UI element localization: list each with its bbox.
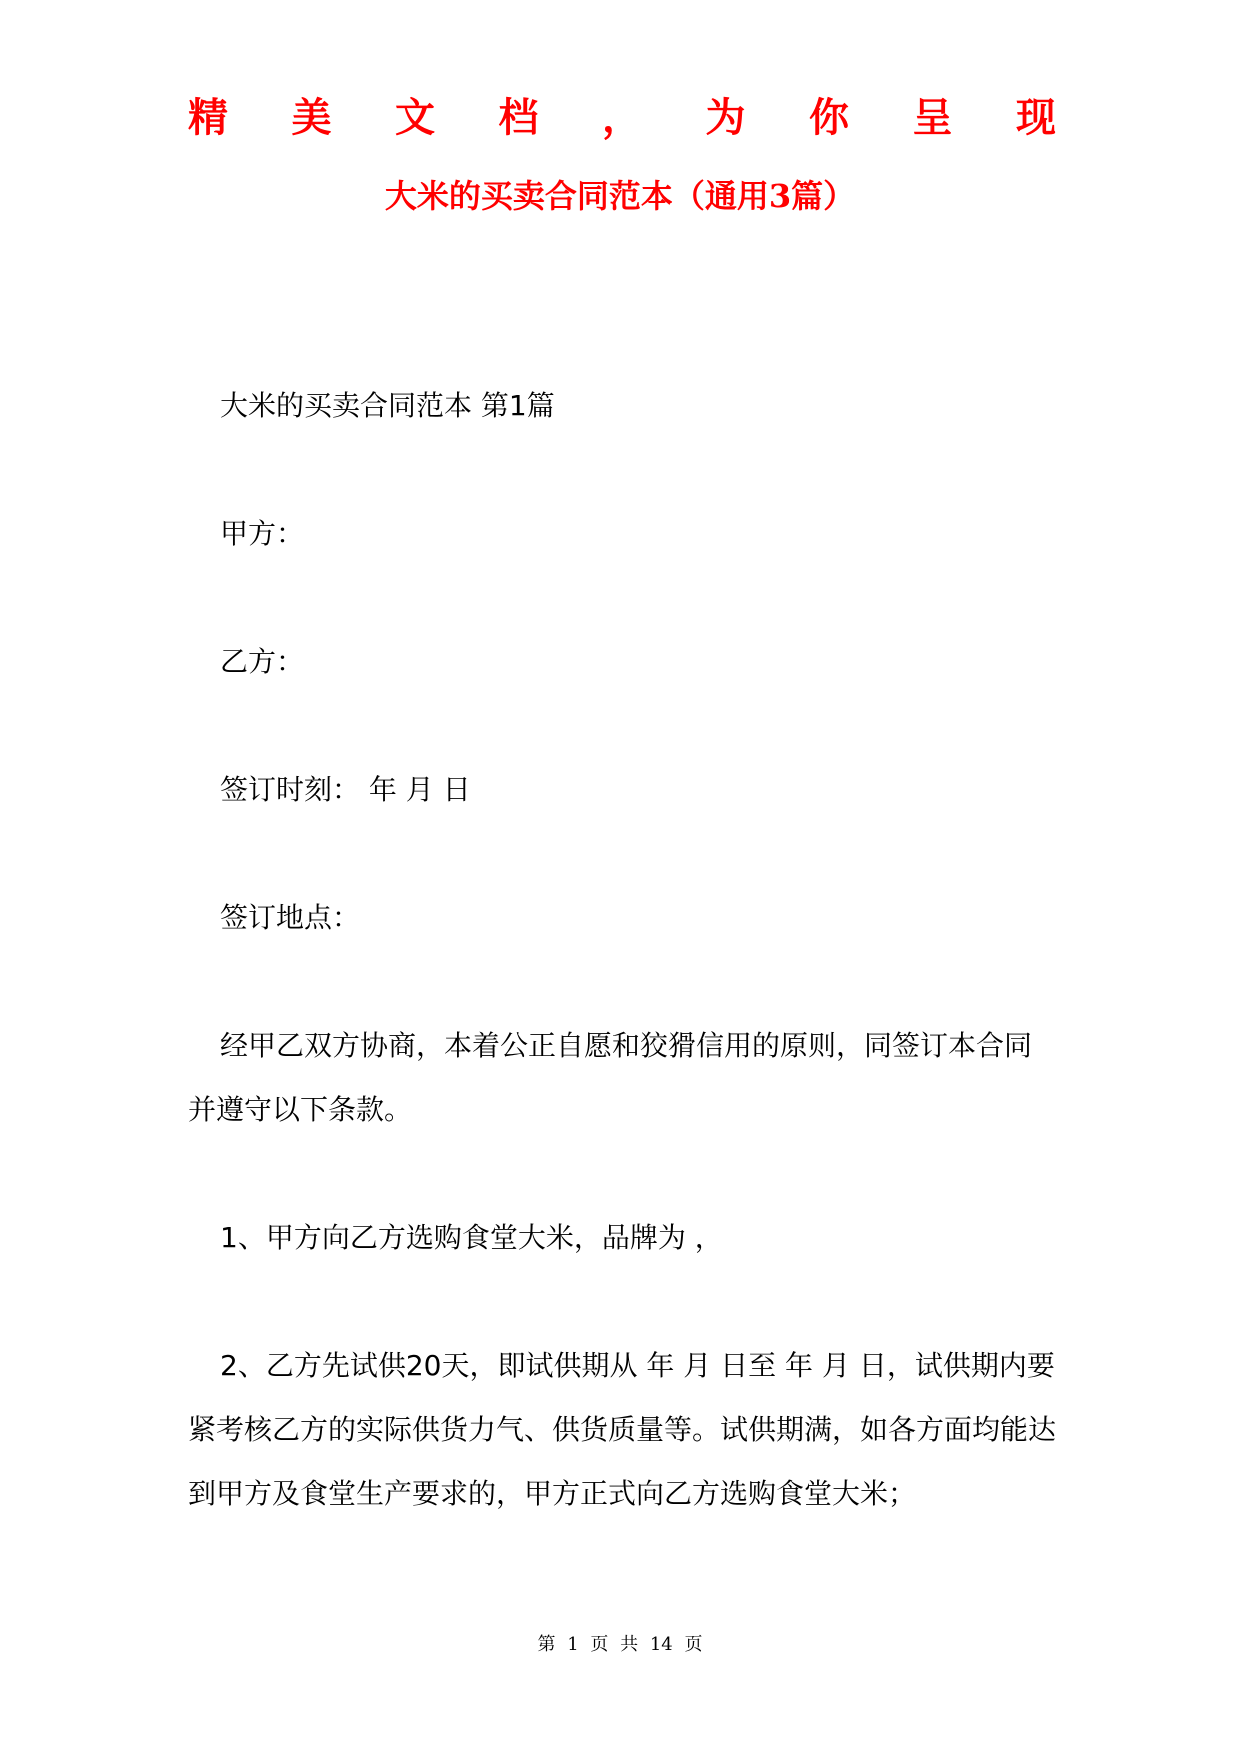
banner-char: 你	[809, 95, 849, 141]
banner-char: 档	[498, 95, 539, 141]
sign-place-field: 签订地点：	[220, 901, 361, 934]
banner-char: 现	[1016, 95, 1056, 141]
document-title: 大米的买卖合同范本（通用3篇）	[384, 177, 856, 215]
banner-char: 精	[188, 95, 228, 141]
sign-time-field: 签订时刻： 年 月 日	[220, 773, 471, 806]
section-heading: 大米的买卖合同范本 第1篇	[220, 389, 555, 422]
banner-slogan	[188, 88, 1056, 148]
banner-char: ，	[602, 95, 642, 141]
banner-char: 美	[291, 95, 332, 141]
clause-2: 2、乙方先试供20天，即试供期从 年 月 日至 年 月 日，试供期内要紧考核乙方的实际供货力气、供货质量等。试供期满，如各方面均能达到甲方及食堂生产要求的，甲方正式向乙方选购食堂大米；	[188, 1349, 1057, 1510]
page-footer: 第 1 页 共 14 页	[537, 1634, 703, 1655]
clause-1: 1、甲方向乙方选购食堂大米，品牌为 ，	[220, 1221, 723, 1254]
banner-char: 文	[395, 95, 435, 141]
party-b-field: 乙方：	[220, 645, 305, 678]
banner-char: 呈	[912, 95, 953, 141]
banner-char: 为	[705, 95, 746, 141]
intro-paragraph: 经甲乙双方协商，本着公正自愿和狡猾信用的原则，同签订本合同并遵守以下条款。	[188, 1029, 1033, 1126]
party-a-field: 甲方：	[220, 517, 305, 550]
